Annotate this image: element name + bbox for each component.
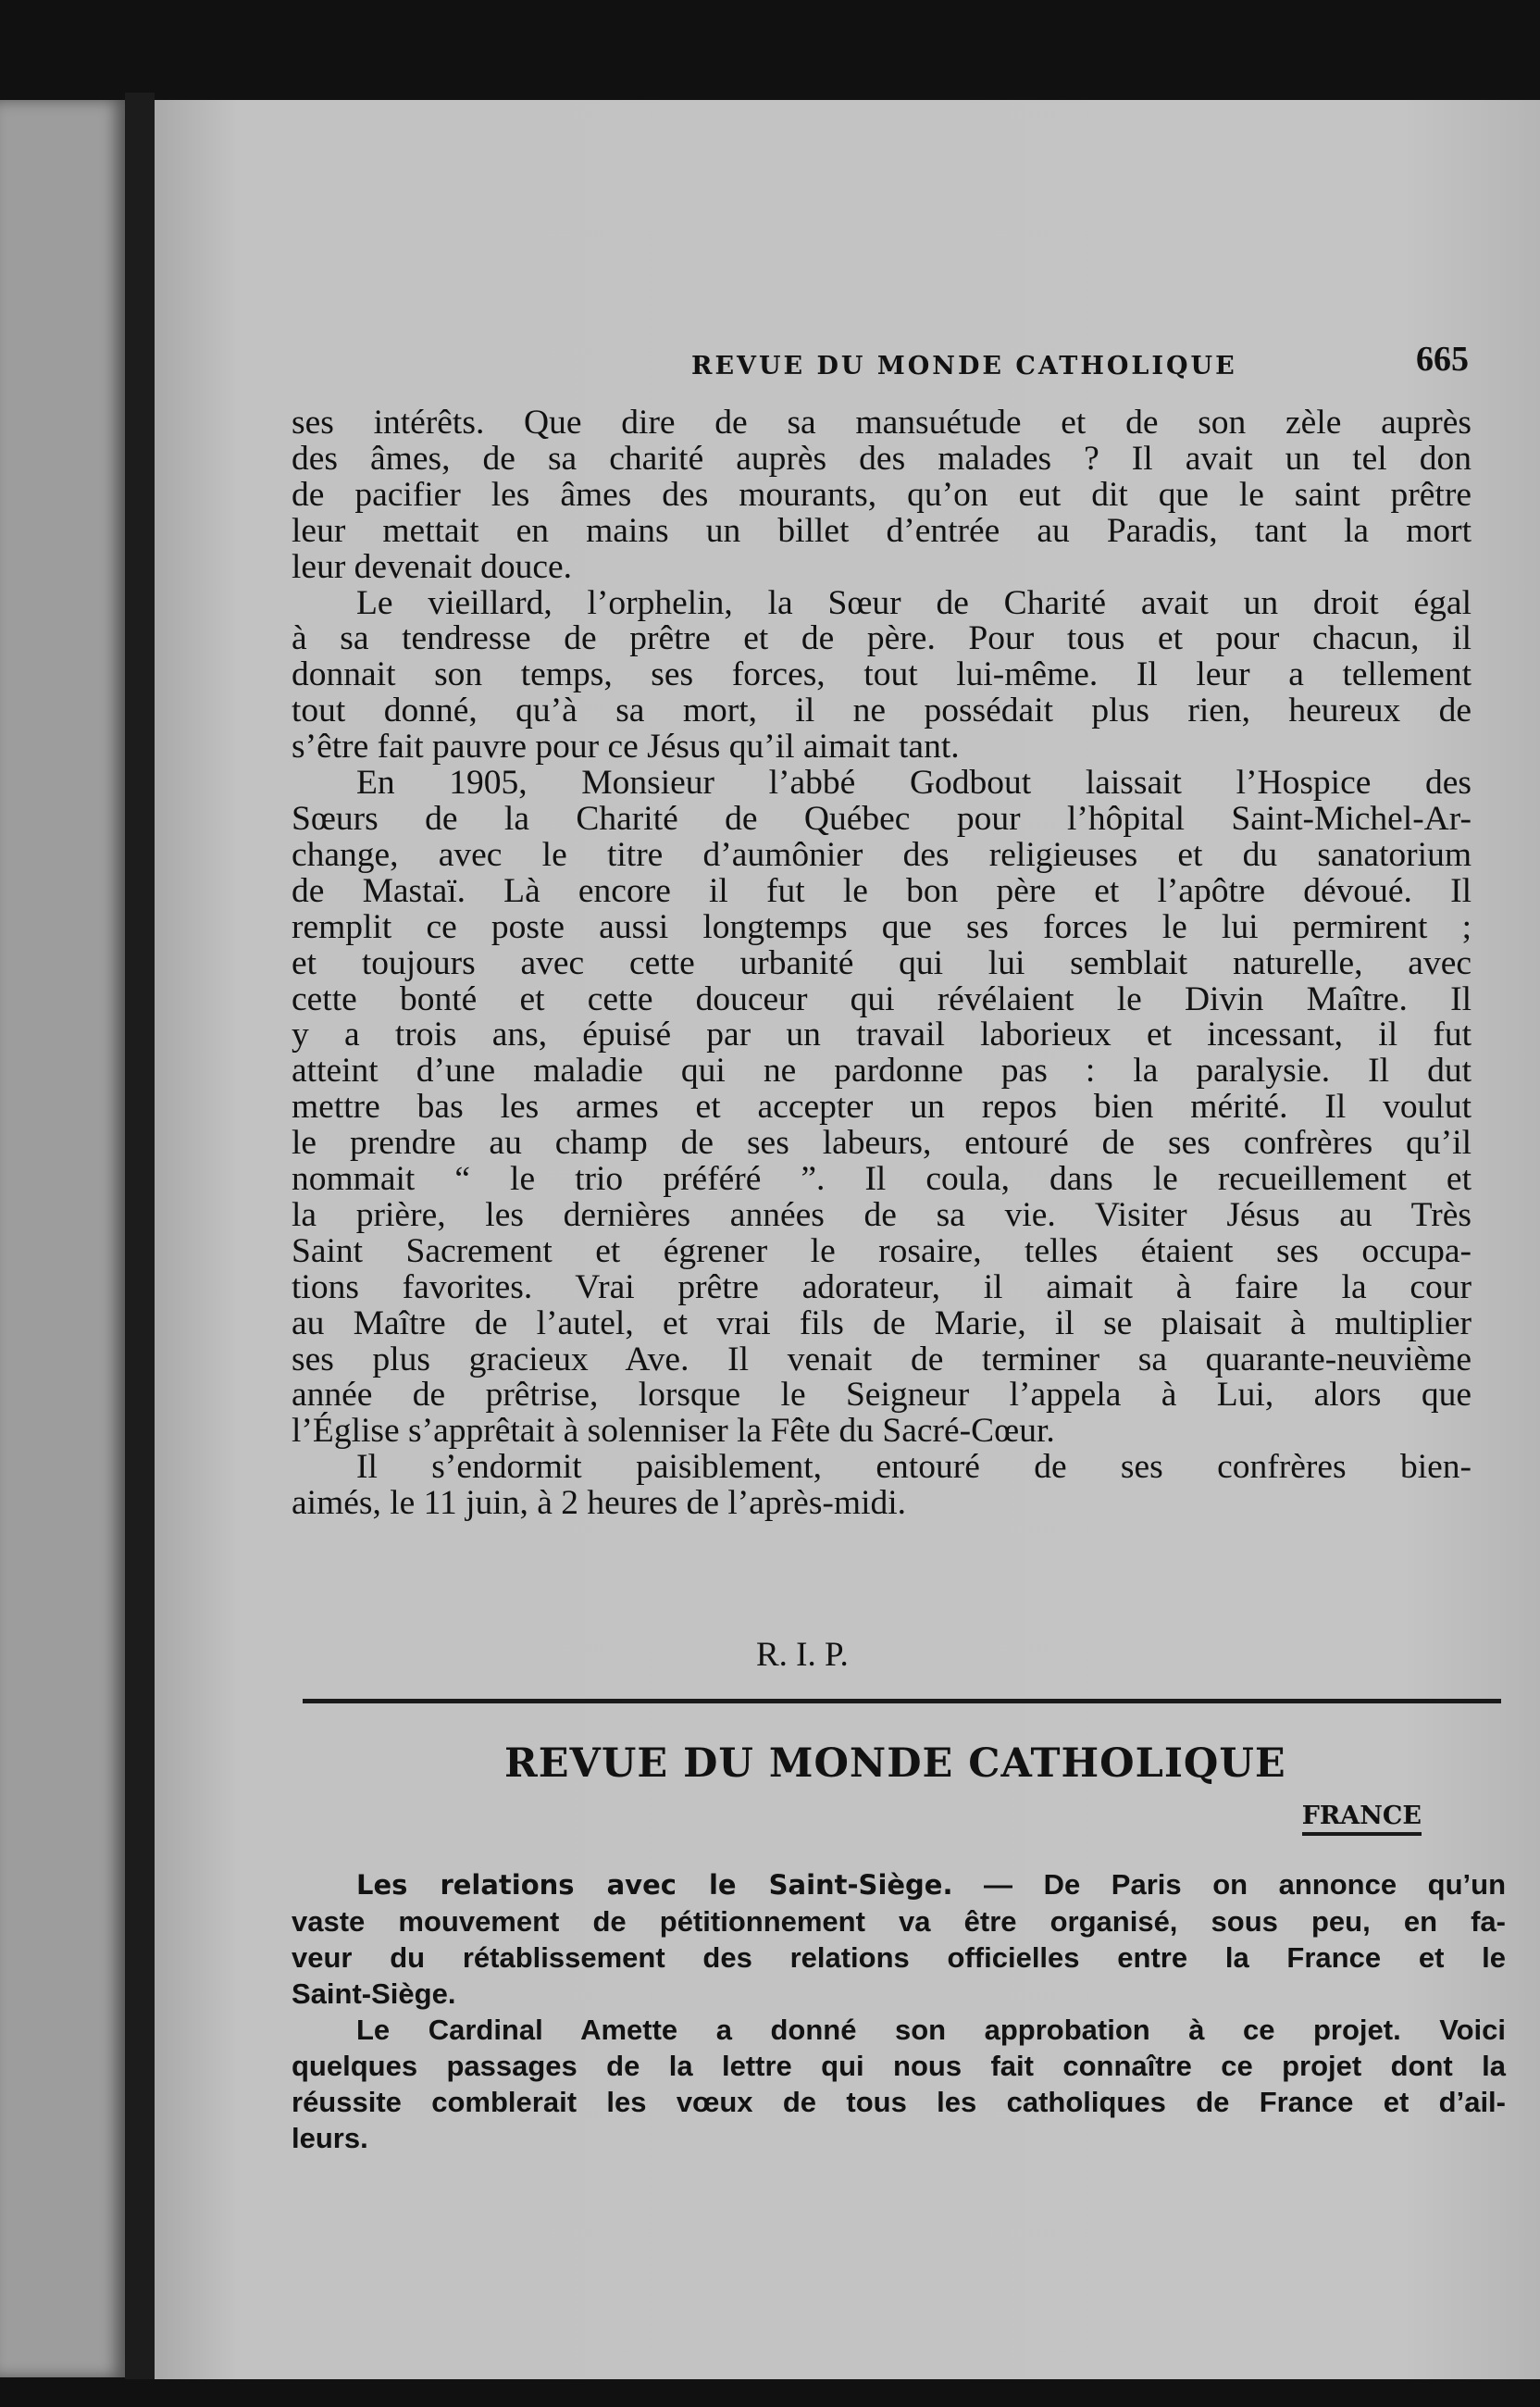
country-heading: FRANCE [1302, 1802, 1422, 1836]
news-separator: — [952, 1868, 1044, 1901]
text-line: année de prêtrise, lorsque le Seigneur l’appela à Lui, alors que [292, 1376, 1472, 1415]
page [155, 100, 1540, 2379]
book-gutter [125, 93, 155, 2379]
running-header [534, 339, 1469, 394]
text-line: veur du rétablissement des relations officielles entre la France et le [292, 1941, 1506, 1974]
obituary-text [292, 405, 1472, 1522]
text-line: quelques passages de la lettre qui nous fait connaître ce projet dont la [292, 2050, 1506, 2082]
running-header-title: REVUE DU MONDE CATHOLIQUE [691, 352, 1237, 380]
text-line: y a trois ans, épuisé par un travail laborieux et incessant, il fut [292, 1016, 1472, 1054]
news-first-line [292, 1866, 1506, 1903]
text-line: l’Église s’apprêtait à solenniser la Fête du Sacré-Cœur. [292, 1412, 1055, 1451]
text-line: de pacifier les âmes des mourants, qu’on eut dit que le saint prêtre [292, 475, 1472, 514]
text-line: atteint d’une maladie qui ne pardonne pas : la paralysie. Il dut [292, 1052, 1472, 1091]
text-line: de Mastaï. Là encore il fut le bon père et l’apôtre dévoué. Il [292, 871, 1472, 910]
text-line: Saint Sacrement et égrener le rosaire, telles étaient ses occupa- [292, 1231, 1472, 1270]
signoff-rip: R. I. P. [756, 1636, 849, 1674]
text-line: à sa tendresse de prêtre et de père. Pour tous et pour chacun, il [292, 619, 1472, 658]
text-line: remplit ce poste aussi longtemps que ses forces le lui permirent ; [292, 907, 1472, 946]
news-lead: Les relations avec le Saint-Siège. [356, 1869, 953, 1901]
text-line: En 1905, Monsieur l’abbé Godbout laissait l’Hospice des [356, 764, 1472, 803]
news-first-line-rest: De Paris on annonce qu’un [1043, 1868, 1507, 1901]
text-line: ses intérêts. Que dire de sa mansuétude et de son zèle auprès [292, 404, 1472, 442]
text-line: Sœurs de la Charité de Québec pour l’hôpital Saint-Michel-Ar- [292, 799, 1472, 838]
text-line: tions favorites. Vrai prêtre adorateur, il aimait à faire la cour [292, 1267, 1472, 1306]
text-line: leurs. [292, 2122, 368, 2154]
text-line: réussite comblerait les vœux de tous les catholiques de France et d’ail- [292, 2086, 1506, 2118]
text-line: s’être fait pauvre pour ce Jésus qu’il aimait tant. [292, 728, 960, 767]
text-line: Le vieillard, l’orphelin, la Sœur de Charité avait un droit égal [356, 583, 1472, 622]
text-line: au Maître de l’autel, et vrai fils de Marie, il se plaisait à multiplier [292, 1303, 1472, 1342]
text-line: la prière, les dernières années de sa vie. Visiter Jésus au Très [292, 1195, 1472, 1234]
left-page-edge [0, 100, 125, 2377]
text-line: des âmes, de sa charité auprès des malades ? Il avait un tel don [292, 439, 1472, 478]
text-line: le prendre au champ de ses labeurs, entouré de ses confrères qu’il [292, 1124, 1472, 1163]
text-line: mettre bas les armes et accepter un repos bien mérité. Il voulut [292, 1088, 1472, 1127]
text-line: donnait son temps, ses forces, tout lui-même. Il leur a tellement [292, 655, 1472, 694]
text-line: vaste mouvement de pétitionnement va être organisé, sous peu, en fa- [292, 1905, 1506, 1938]
text-line: leur mettait en mains un billet d’entrée au Paradis, tant la mort [292, 511, 1472, 550]
text-line: aimés, le 11 juin, à 2 heures de l’après-midi. [292, 1484, 907, 1523]
text-line: cette bonté et cette douceur qui révélaient le Divin Maître. Il [292, 979, 1472, 1018]
text-line: nommait “ le trio préféré ”. Il coula, dans le recueillement et [292, 1160, 1472, 1199]
section-heading: REVUE DU MONDE CATHOLIQUE [504, 1740, 1286, 1787]
news-article [292, 1866, 1506, 2156]
text-line: leur devenait douce. [292, 547, 572, 586]
text-line: ses plus gracieux Ave. Il venait de terminer sa quarante-neuvième [292, 1340, 1472, 1378]
text-line: tout donné, qu’à sa mort, il ne possédait plus rien, heureux de [292, 692, 1472, 730]
text-line: et toujours avec cette urbanité qui lui semblait naturelle, avec [292, 943, 1472, 982]
text-line: Saint-Siège. [292, 1977, 456, 2010]
text-line: Le Cardinal Amette a donné son approbation à ce projet. Voici [356, 2014, 1506, 2046]
page-number: 665 [1416, 340, 1469, 379]
text-line: Il s’endormit paisiblement, entouré de ses confrères bien- [356, 1448, 1472, 1487]
section-divider [303, 1699, 1501, 1703]
text-line: change, avec le titre d’aumônier des religieuses et du sanatorium [292, 835, 1472, 874]
